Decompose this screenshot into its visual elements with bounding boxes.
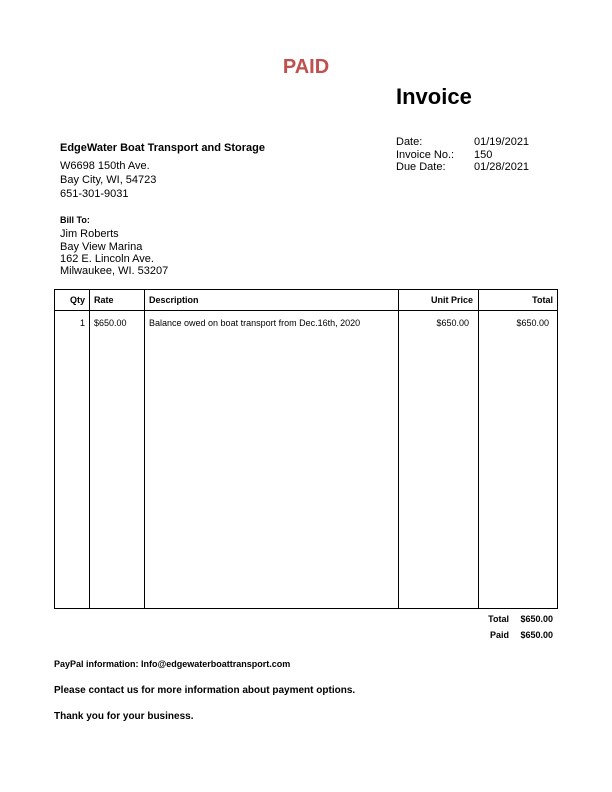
column-divider — [398, 290, 399, 608]
header-description: Description — [149, 295, 199, 305]
date-label: Date: — [396, 136, 423, 148]
header-unit-price: Unit Price — [430, 295, 473, 305]
invoice-title: Invoice — [396, 84, 472, 109]
total-value: $650.00 — [520, 614, 553, 624]
column-divider — [144, 290, 145, 608]
company-name: EdgeWater Boat Transport and Storage — [60, 142, 265, 154]
header-rate: Rate — [94, 295, 114, 305]
bill-to-heading: Bill To: — [60, 215, 90, 225]
invoice-number-label: Invoice No.: — [396, 149, 455, 161]
paid-label: Paid — [489, 630, 509, 640]
bill-to-name: Jim Roberts — [60, 228, 119, 240]
due-date-label: Due Date: — [396, 161, 446, 173]
invoice-number-value: 150 — [474, 149, 493, 161]
header-total: Total — [532, 295, 553, 305]
company-phone: 651-301-9031 — [60, 188, 129, 200]
row-rate: $650.00 — [94, 318, 127, 328]
contact-note: Please contact us for more information about payment options. — [54, 685, 356, 696]
paid-stamp: PAID — [282, 56, 330, 78]
paid-value: $650.00 — [520, 630, 553, 640]
column-divider — [89, 290, 90, 608]
total-label: Total — [488, 614, 509, 624]
bill-to-city: Milwaukee, WI. 53207 — [60, 265, 169, 277]
row-unit-price: $650.00 — [436, 318, 469, 328]
row-total: $650.00 — [516, 318, 549, 328]
thank-you-note: Thank you for your business. — [54, 711, 194, 722]
line-items-table — [54, 289, 558, 609]
company-address-line1: W6698 150th Ave. — [60, 160, 150, 172]
paypal-info: PayPal information: Info@edgewaterboattransport.com — [54, 659, 291, 669]
due-date-value: 01/28/2021 — [474, 161, 530, 173]
company-address-line2: Bay City, WI, 54723 — [60, 174, 157, 186]
row-description: Balance owed on boat transport from Dec.16th, 2020 — [149, 318, 361, 328]
row-qty: 1 — [79, 318, 85, 328]
bill-to-street: 162 E. Lincoln Ave. — [60, 253, 154, 265]
bill-to-company: Bay View Marina — [60, 241, 143, 253]
header-divider — [55, 310, 557, 311]
column-divider — [478, 290, 479, 608]
date-value: 01/19/2021 — [474, 136, 530, 148]
header-qty: Qty — [69, 295, 85, 305]
